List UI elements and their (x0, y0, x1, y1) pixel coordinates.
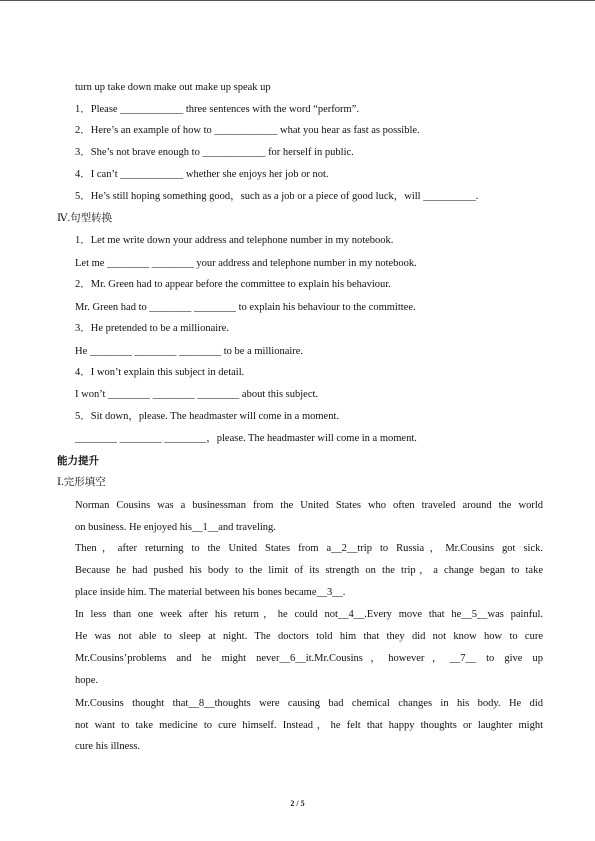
transform-item: 5．Sit down，please. The headmaster will come in a moment. (75, 411, 339, 422)
transform-item: 4．I won’t explain this subject in detail. (75, 367, 245, 378)
transform-answer: He ________ ________ ________ to be a millionaire. (75, 346, 304, 357)
cloze-line: Because he had pushed his body to the limit of its strength on the trip，a change began to take (75, 565, 543, 576)
transform-item: 2．Mr. Green had to appear before the committee to explain his behaviour. (75, 279, 391, 290)
page-number: 2 / 5 (290, 799, 305, 808)
cloze-line: not want to take medicine to cure himself. Instead，he felt that happy thoughts or laughter might (75, 720, 543, 731)
transform-item: 1．Let me write down your address and telephone number in my notebook. (75, 235, 394, 246)
cloze-line: Norman Cousins was a businessman from the United States who often traveled around the world (75, 500, 543, 511)
cloze-line: Then，after returning to the United States from a__2__trip to Russia，Mr.Cousins got sick. (75, 543, 543, 554)
transform-answer: I won’t ________ ________ ________ about this subject. (75, 389, 319, 400)
header-rule (0, 0, 595, 1)
cloze-line: cure his illness. (75, 741, 141, 752)
transform-answer: Let me ________ ________ your address and telephone number in my notebook. (75, 258, 417, 269)
cloze-line: on business. He enjoyed his__1__and traveling. (75, 522, 276, 533)
transform-item: 3．He pretended to be a millionaire. (75, 323, 229, 334)
cloze-title: Ⅰ.完形填空 (57, 477, 106, 488)
ability-heading: 能力提升 (57, 455, 99, 467)
phrase-bank: turn up take down make out make up speak up (75, 82, 271, 93)
cloze-line: place inside him. The material between his bones became__3__. (75, 587, 346, 598)
section-title: Ⅳ.句型转换 (57, 213, 113, 224)
fill-item: 4．I can’t ____________ whether she enjoys her job or not. (75, 169, 329, 180)
transform-answer: Mr. Green had to ________ ________ to explain his behaviour to the committee. (75, 302, 416, 313)
cloze-line: He was not able to sleep at night. The doctors told him that they did not know how to cure (75, 631, 543, 642)
fill-item: 3．She’s not brave enough to ____________ for herself in public. (75, 147, 354, 158)
cloze-line: Mr.Cousins’problems and he might never__6__it.Mr.Cousins，however，__7__ to give up (75, 653, 543, 664)
cloze-line: hope. (75, 675, 99, 686)
cloze-line: Mr.Cousins thought that__8__thoughts were causing bad chemical changes in his body. He did (75, 698, 543, 709)
transform-answer: ________ ________ ________，please. The headmaster will come in a moment. (75, 433, 417, 444)
fill-item: 5．He’s still hoping something good，such as a job or a piece of good luck，will __________. (75, 191, 479, 202)
cloze-line: In less than one week after his return，he could not__4__.Every move that he__5__was painful. (75, 609, 543, 620)
fill-item: 2．Here’s an example of how to ____________ what you hear as fast as possible. (75, 125, 420, 136)
fill-item: 1．Please ____________ three sentences with the word “perform”. (75, 104, 360, 115)
